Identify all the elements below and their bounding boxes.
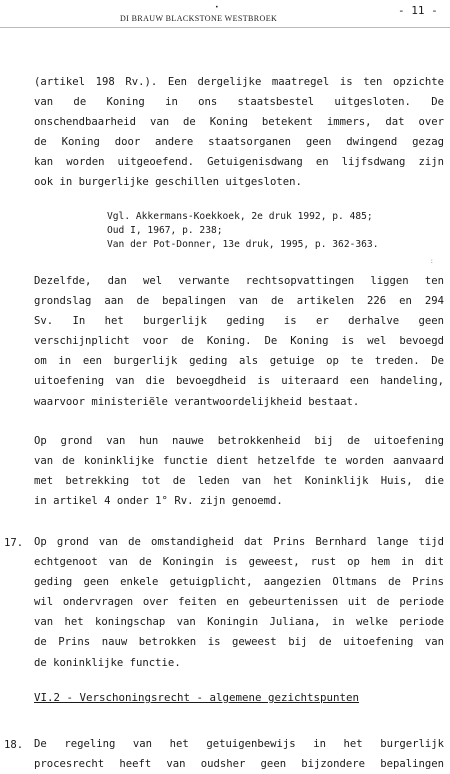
citation-block [107, 210, 450, 251]
text-line: waarvoor ministeriële verantwoordelijkheid bestaat. [34, 395, 360, 408]
text-line: de koninklijke functie. [34, 656, 181, 669]
text-line: Dezelfde, dan wel verwante rechtsopvattingen liggen ten [34, 275, 444, 287]
text-line: in artikel 4 onder 1° Rv. zijn genoemd. [34, 495, 283, 508]
paragraph-2 [34, 271, 444, 412]
stray-mark: : [430, 258, 434, 265]
citation-line: Van der Pot-Donner, 13e druk, 1995, p. 362-363. [107, 238, 379, 250]
header-dot: • [215, 4, 219, 11]
text-line: kan worden uitgeoefend. Getuigenisdwang en lijfsdwang zijn [34, 156, 444, 169]
text-line: De regeling van het getuigenbewijs in het burgerlijk [34, 738, 444, 750]
text-line: de Prins nauw betrokken is geweest bij de uitoefening van [34, 636, 444, 649]
paragraph-number-17: 17. [4, 537, 24, 549]
text-line: procesrecht heeft van oudsher geen bijzondere bepalingen [34, 758, 444, 771]
text-line: (artikel 198 Rv.). Een dergelijke maatregel is ten opzichte [34, 76, 444, 88]
text-line: echtgenoot van de Koningin is geweest, rust op hem in dit [34, 556, 444, 569]
text-line: van de koninklijke functie dient hetzelfde te worden aanvaard [34, 455, 444, 468]
text-line: verschijnplicht voor de Koning. De Koning is wel bevoegd [34, 335, 444, 348]
paragraph-18 [34, 734, 444, 774]
paragraph-17 [34, 532, 444, 673]
text-line: de Koning door andere staatsorganen geen dwingend gezag [34, 136, 444, 149]
text-line: van de Koning in ons staatsbestel uitgesloten. De [34, 96, 444, 109]
text-line: uitoefening van die bevoegdheid is uiteraard een handeling, [34, 375, 444, 388]
paragraph-3 [34, 431, 444, 511]
text-line: Sv. In het burgerlijk geding is er derhalve geen [34, 315, 444, 328]
page-number: - 11 - [398, 4, 438, 17]
text-line: met betrekking tot de leden van het Koninklijk Huis, die [34, 475, 444, 488]
citation-line: Vgl. Akkermans-Koekkoek, 2e druk 1992, p. 485; [107, 211, 373, 222]
section-heading: VI.2 - Verschoningsrecht - algemene gezichtspunten [34, 691, 360, 704]
text-line: Op grond van de omstandigheid dat Prins Bernhard lange tijd [34, 536, 444, 548]
text-line: om in een burgerlijk geding als getuige op te treden. De [34, 355, 444, 368]
text-line: onschendbaarheid van de Koning betekent immers, dat over [34, 116, 444, 129]
text-line: van het koningschap van Koningin Juliana, in welke periode [34, 616, 444, 629]
paragraph-number-18: 18. [4, 739, 24, 751]
text-line: wil ondervragen over feiten en gebeurtenissen uit de periode [34, 596, 444, 609]
text-line: grondslag aan de bepalingen van de artikelen 226 en 294 [34, 295, 444, 308]
text-line: geding geen enkele getuigplicht, aangezien Oltmans de Prins [34, 576, 444, 589]
text-line: Op grond van hun nauwe betrokkenheid bij de uitoefening [34, 435, 444, 447]
citation-line: Oud I, 1967, p. 238; [107, 224, 223, 236]
paragraph-1 [34, 72, 444, 193]
header-rule [0, 27, 450, 28]
running-title: DI BRAUW BLACKSTONE WESTBROEK [120, 14, 278, 23]
text-line: ook in burgerlijke geschillen uitgesloten. [34, 176, 302, 189]
